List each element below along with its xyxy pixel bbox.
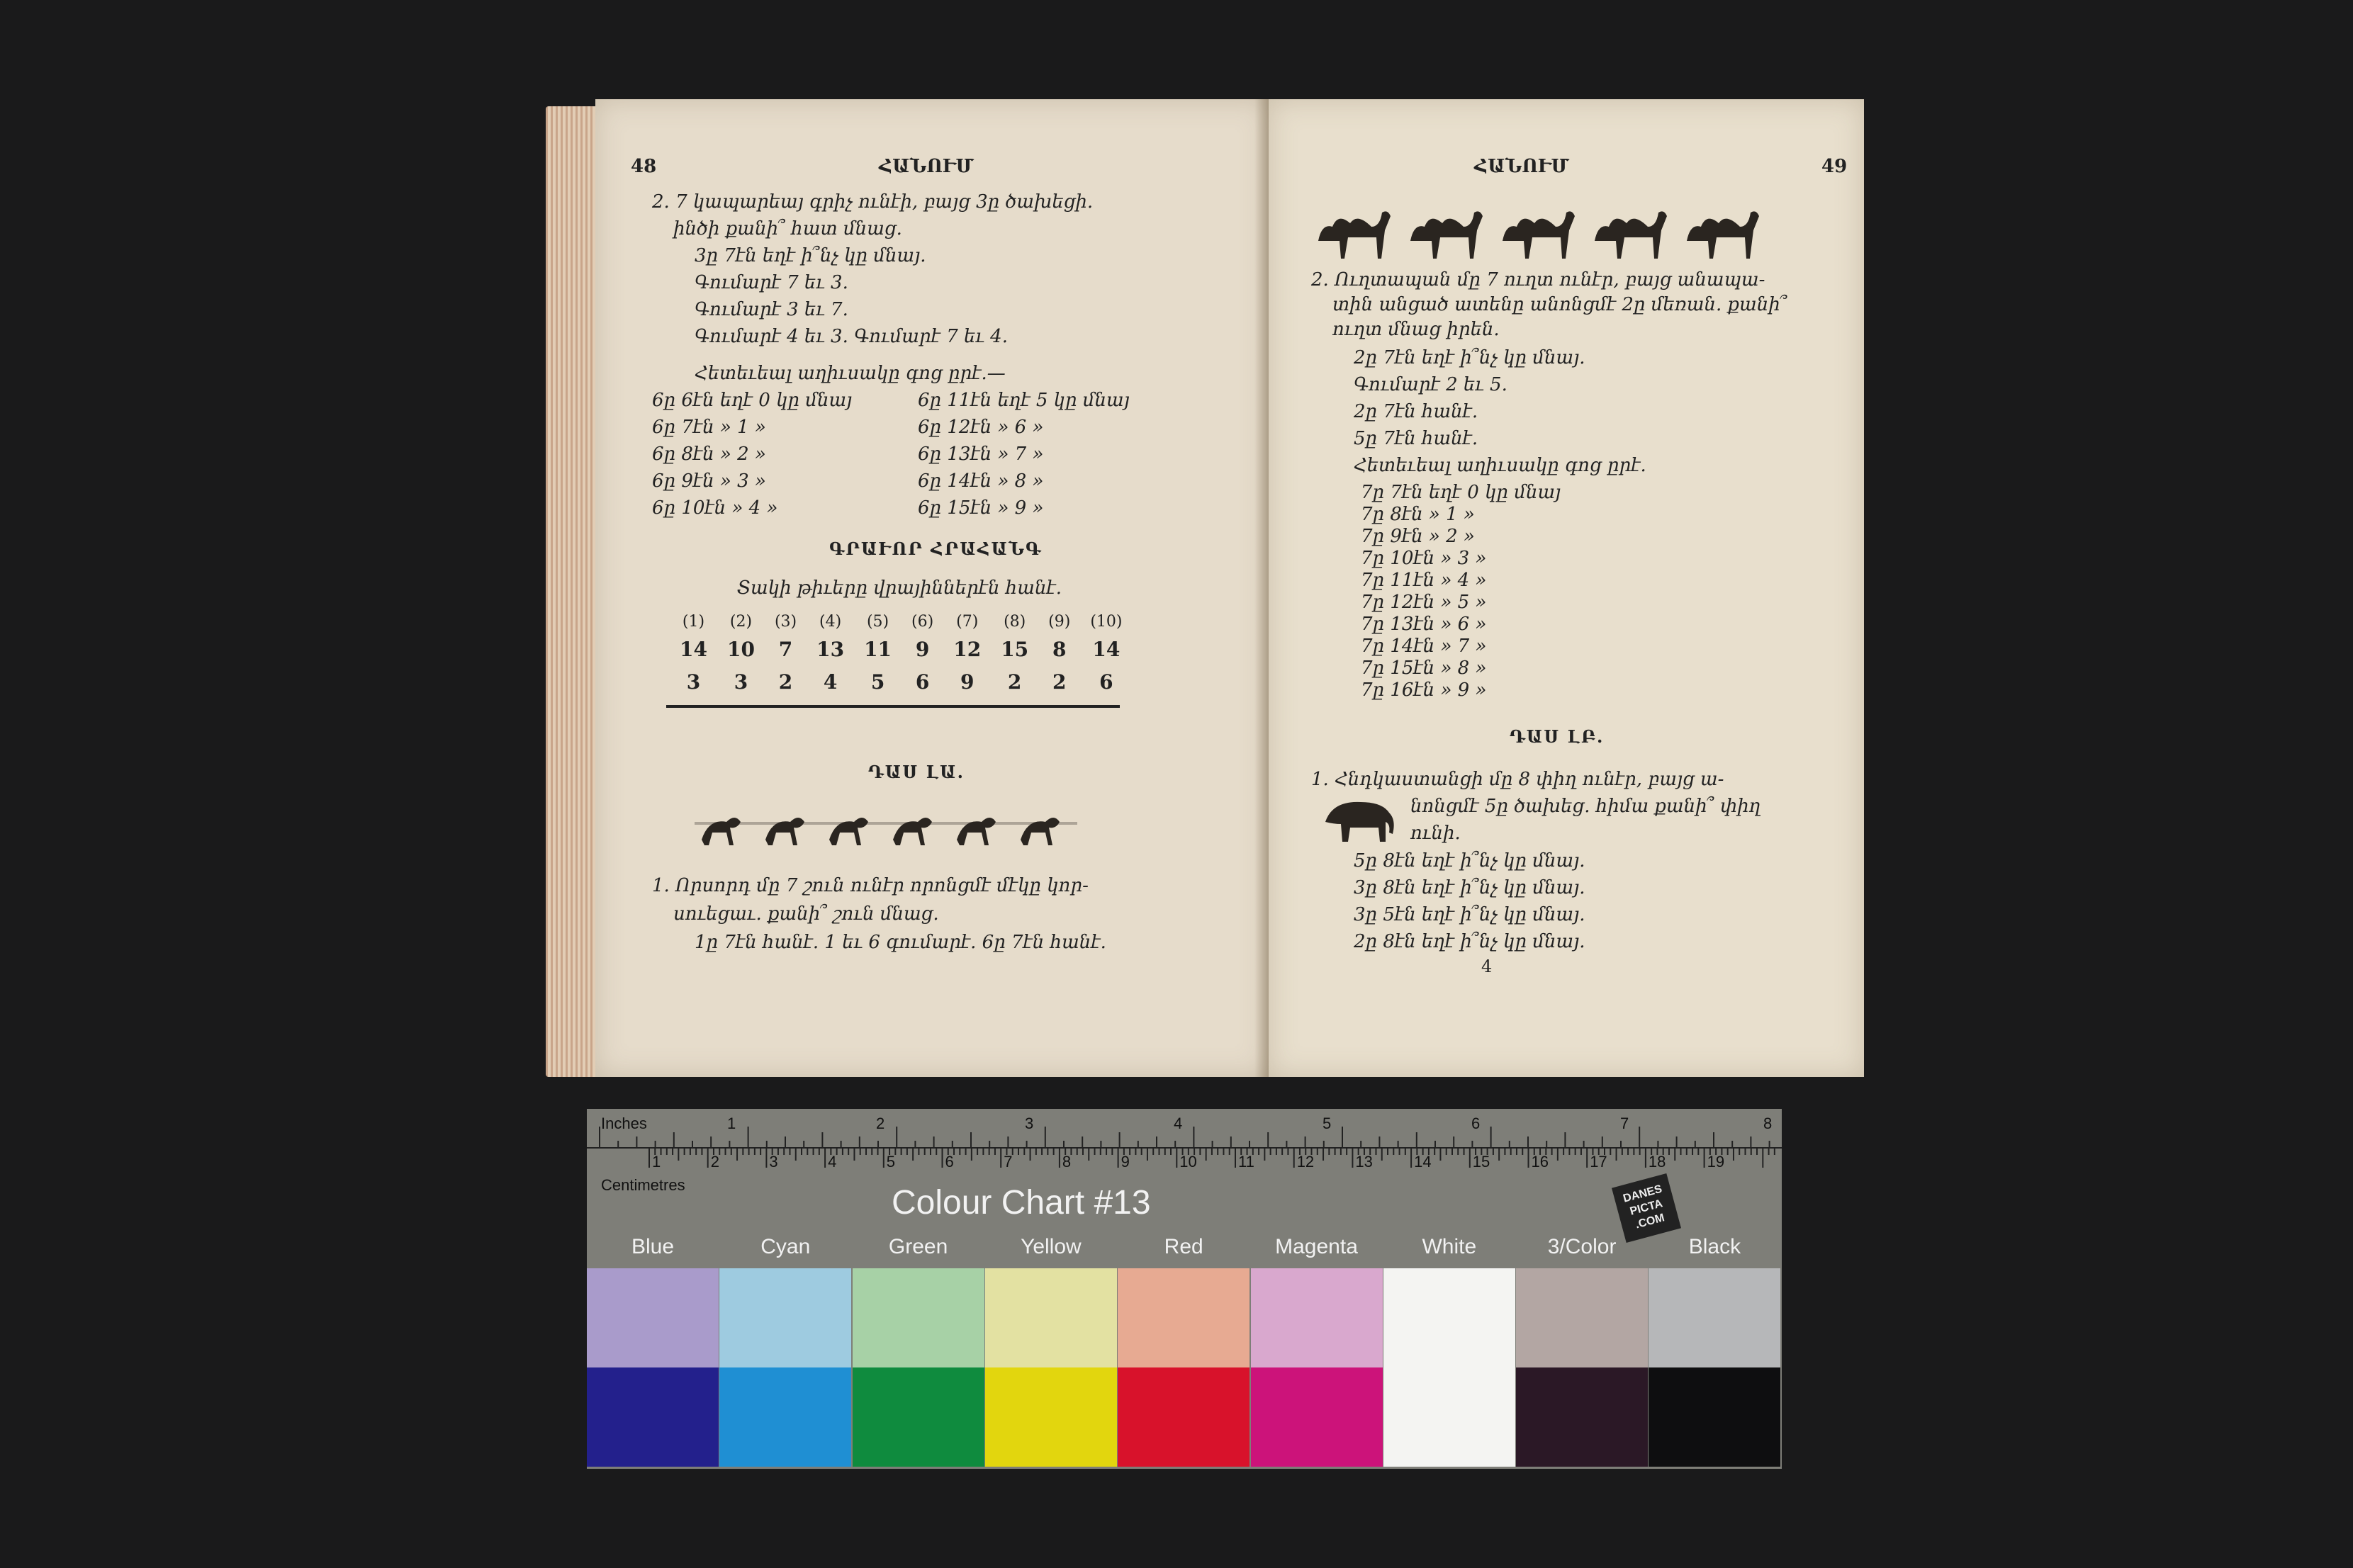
- problem-bottom: 6: [915, 670, 930, 694]
- right-table-row: 7ը 8էն » 1 »: [1361, 504, 1475, 525]
- left-table-row: 6ը 10էն » 4 »: [652, 497, 778, 519]
- problem-bottom: 2: [1007, 670, 1022, 694]
- left-problem2-line: ինծի քանի՞ հատ մնաց.: [673, 218, 902, 239]
- right-problem1-line: 1. Հնդկաստանցի մը 8 փիղ ունէր, բայց ա-: [1311, 769, 1724, 790]
- cm-tick-label: 14: [1414, 1153, 1432, 1171]
- problem-bottom: 2: [778, 670, 793, 694]
- inch-tick-label: 4: [1174, 1115, 1183, 1132]
- left-table-intro: Հետեւեալ աղիւսակը գոց ըրէ.—: [695, 363, 1006, 384]
- swatch-label: 3/Color: [1547, 1235, 1617, 1258]
- problem-index: (4): [819, 613, 842, 631]
- problem-index: (8): [1004, 613, 1026, 631]
- cm-tick-label: 3: [769, 1153, 778, 1171]
- problem-bottom: 6: [1099, 670, 1113, 694]
- swatch-dark: [985, 1367, 1117, 1467]
- left-problem2-line: 3ը 7էն եղէ ի՞նչ կը մնայ.: [695, 245, 926, 266]
- inch-tick-label: 7: [1620, 1115, 1629, 1132]
- problem-top: 7: [778, 637, 793, 661]
- problem-top: 12: [953, 637, 982, 661]
- right-problem1-line: նոնցմէ 5ը ծախեց. հիմա քանի՞ փիղ: [1410, 796, 1761, 817]
- written-heading: ԳՐԱՒՈՐ ՀՐԱՀԱՆԳ: [829, 538, 1043, 559]
- left-problem2-line: Գումարէ 7 եւ 3.: [695, 272, 848, 293]
- open-book: [546, 99, 1864, 1077]
- problem-bottom: 2: [1052, 670, 1067, 694]
- problem-index: (6): [911, 613, 934, 631]
- right-table-row: 7ը 13էն » 6 »: [1361, 614, 1487, 635]
- right-problem2-line: Հետեւեալ աղիւսակը գոց ըրէ.: [1354, 455, 1646, 476]
- swatch-label: Green: [888, 1235, 948, 1258]
- cm-tick-label: 1: [652, 1153, 661, 1171]
- problem-top: 9: [915, 637, 930, 661]
- right-table-row: 7ը 7էն եղէ 0 կը մնայ: [1361, 482, 1561, 503]
- cm-tick-label: 15: [1472, 1153, 1490, 1171]
- left-table-row: 6ը 7էն » 1 »: [652, 417, 766, 438]
- cm-tick-label: 7: [1004, 1153, 1013, 1171]
- swatch-dark: [1516, 1367, 1648, 1467]
- cm-tick-label: 12: [1296, 1153, 1315, 1171]
- left-problem1-line: 1ը 7էն հանէ. 1 եւ 6 գումարէ. 6ը 7էն հանէ.: [695, 932, 1106, 953]
- cm-tick-label: 16: [1531, 1153, 1549, 1171]
- problem-index: (2): [729, 613, 753, 631]
- problem-index: (7): [956, 613, 979, 631]
- problem-index: (5): [866, 613, 889, 631]
- ruler: [587, 1109, 1782, 1194]
- camel-illustration: [1311, 198, 1779, 262]
- right-table-row: 7ը 11էն » 4 »: [1361, 570, 1487, 591]
- right-problem1-step: 3ը 8էն եղէ ի՞նչ կը մնայ.: [1354, 877, 1585, 898]
- right-table-row: 7ը 14էն » 7 »: [1361, 636, 1487, 657]
- swatch-label: Blue: [631, 1235, 675, 1258]
- right-problem2-line: 5ը 7էն հանէ.: [1354, 428, 1478, 449]
- cm-tick-label: 6: [945, 1153, 954, 1171]
- swatch-dark: [1251, 1367, 1383, 1467]
- swatch-label: White: [1422, 1235, 1477, 1258]
- dogs-icon: [695, 801, 1077, 857]
- swatch-label: Magenta: [1275, 1235, 1358, 1258]
- cm-label: Centimetres: [601, 1176, 685, 1194]
- swatch-light: [719, 1268, 851, 1367]
- problem-bottom: 3: [686, 670, 701, 694]
- dog-illustration: [695, 801, 1077, 857]
- right-running-head: ՀԱՆՈՒՄ: [1474, 156, 1569, 177]
- problem-index: (10): [1090, 613, 1123, 631]
- page-edges: [546, 106, 602, 1077]
- left-table-row: 6ը 8էն » 2 »: [652, 444, 766, 465]
- right-table-row: 7ը 9էն » 2 »: [1361, 526, 1475, 547]
- right-table-row: 7ը 15էն » 8 »: [1361, 658, 1487, 679]
- swatch-light: [587, 1268, 719, 1367]
- cm-tick-label: 2: [710, 1153, 719, 1171]
- swatch-dark: [1383, 1367, 1515, 1467]
- problem-top: 14: [1092, 637, 1121, 661]
- swatch-light: [1118, 1268, 1249, 1367]
- written-instruction: Տակի թիւերը վրայիններէն հանէ.: [737, 577, 1062, 599]
- right-page-number: 49: [1821, 156, 1848, 177]
- inches-label: Inches: [601, 1115, 647, 1132]
- cm-tick-label: 11: [1238, 1153, 1254, 1171]
- problem-bottom: 3: [734, 670, 748, 694]
- problem-top-row: [670, 631, 1133, 667]
- cm-tick-label: 4: [828, 1153, 837, 1171]
- elephant-illustration: [1318, 794, 1403, 850]
- right-lesson-heading: ԴԱՍ ԼԲ.: [1510, 726, 1605, 747]
- cm-tick-label: 13: [1355, 1153, 1373, 1171]
- left-problem1-line: սուեցաւ. քանի՞ շուն մնաց.: [673, 903, 939, 925]
- right-problem1-step: 5ը 8էն եղէ ի՞նչ կը մնայ.: [1354, 850, 1585, 872]
- swatch-label: Cyan: [760, 1235, 811, 1258]
- problem-top: 15: [1001, 637, 1029, 661]
- cm-tick-label: 17: [1590, 1153, 1607, 1171]
- subtraction-problems: [670, 613, 1133, 696]
- signature-mark: 4: [1481, 957, 1493, 976]
- problem-bottom-row: [670, 667, 1133, 696]
- right-problem2-line: ուղտ մնաց իրեն.: [1332, 319, 1500, 340]
- swatch-light: [853, 1268, 984, 1367]
- right-problem2-line: 2ը 7էն հանէ.: [1354, 401, 1478, 422]
- problem-index: (9): [1048, 613, 1071, 631]
- left-problem2-line: Գումարէ 3 եւ 7.: [695, 299, 848, 320]
- inch-tick-label: 6: [1471, 1115, 1481, 1132]
- left-table-row: 6ը 13էն » 7 »: [918, 444, 1044, 465]
- problem-index: (1): [682, 613, 705, 631]
- inch-tick-label: 3: [1025, 1115, 1034, 1132]
- right-table-row: 7ը 10էն » 3 »: [1361, 548, 1487, 569]
- left-problem2-line: Գումարէ 4 եւ 3. Գումարէ 7 եւ 4.: [695, 326, 1008, 347]
- swatch-label: Black: [1688, 1235, 1741, 1258]
- cm-tick-label: 19: [1707, 1153, 1725, 1171]
- swatch-light: [985, 1268, 1117, 1367]
- left-problem2-line: 2. 7 կապարեայ գրիչ ունէի, բայց 3ը ծախեցի.: [652, 191, 1094, 213]
- left-table-row: 6ը 14էն » 8 »: [918, 470, 1044, 492]
- problem-bottom: 5: [870, 670, 885, 694]
- swatch-light: [1383, 1268, 1515, 1367]
- left-page: [595, 99, 1269, 1077]
- left-table-row: 6ը 9էն » 3 »: [652, 470, 766, 492]
- left-page-number: 48: [631, 156, 657, 177]
- inch-tick-label: 8: [1763, 1115, 1773, 1132]
- cm-tick-label: 5: [886, 1153, 896, 1171]
- problem-top: 11: [864, 637, 892, 661]
- right-problem2-line: տին անցած ատենը անոնցմէ 2ը մեռան. քանի՞: [1332, 294, 1787, 315]
- right-table-row: 7ը 16էն » 9 »: [1361, 679, 1487, 701]
- problem-bottom: 9: [960, 670, 975, 694]
- problem-top: 8: [1052, 637, 1067, 661]
- left-table-row: 6ը 15էն » 9 »: [918, 497, 1044, 519]
- cm-tick-label: 18: [1648, 1153, 1666, 1171]
- left-lesson-heading: ԴԱՍ ԼԱ.: [868, 762, 965, 782]
- right-page: [1269, 99, 1864, 1077]
- sum-rule: [666, 705, 1120, 708]
- camels-icon: [1311, 198, 1779, 262]
- cm-tick-label: 8: [1062, 1153, 1072, 1171]
- left-table-row: 6ը 12էն » 6 »: [918, 417, 1044, 438]
- swatch-label: Yellow: [1021, 1235, 1082, 1258]
- right-table-row: 7ը 12էն » 5 »: [1361, 592, 1487, 613]
- problem-bottom: 4: [823, 670, 838, 694]
- inch-tick-label: 2: [876, 1115, 885, 1132]
- danes-picta-logo: DANES PICTA .COM: [1612, 1173, 1681, 1243]
- left-table-row: 6ը 6էն եղէ 0 կը մնայ: [652, 390, 853, 411]
- left-problem1-line: 1. Որսորդ մը 7 շուն ունէր որոնցմէ մէկը կոր-: [652, 875, 1089, 896]
- left-table-row: 6ը 11էն եղէ 5 կը մնայ: [918, 390, 1130, 411]
- inch-tick-label: 1: [727, 1115, 736, 1132]
- swatch-dark: [1118, 1367, 1249, 1467]
- ruler-ticks: [587, 1109, 1782, 1187]
- problem-index: (3): [774, 613, 797, 631]
- cm-tick-label: 9: [1121, 1153, 1130, 1171]
- swatch-light: [1516, 1268, 1648, 1367]
- right-problem1-line: ունի.: [1410, 823, 1461, 844]
- elephant-icon: [1318, 794, 1403, 850]
- swatch-dark: [719, 1367, 851, 1467]
- problem-top: 13: [816, 637, 845, 661]
- chart-title: Colour Chart #13: [892, 1184, 1151, 1222]
- colour-chart: [587, 1109, 1782, 1469]
- swatch-label: Red: [1164, 1235, 1203, 1258]
- problem-index-row: [670, 613, 1133, 631]
- swatch-dark: [587, 1367, 719, 1467]
- swatch-light: [1251, 1268, 1383, 1367]
- right-problem1-step: 2ը 8էն եղէ ի՞նչ կը մնայ.: [1354, 931, 1585, 952]
- swatch-light: [1649, 1268, 1780, 1367]
- right-problem2-line: 2ը 7էն եղէ ի՞նչ կը մնայ.: [1354, 347, 1585, 368]
- problem-top: 14: [680, 637, 707, 661]
- cm-tick-label: 10: [1179, 1153, 1197, 1171]
- inch-tick-label: 5: [1322, 1115, 1332, 1132]
- right-problem2-line: 2. Ուղտապան մը 7 ուղտ ունէր, բայց անապա-: [1311, 269, 1765, 291]
- problem-top: 10: [726, 637, 755, 661]
- right-problem2-line: Գումարէ 2 եւ 5.: [1354, 374, 1507, 395]
- swatch-dark: [853, 1367, 984, 1467]
- swatch-dark: [1649, 1367, 1780, 1467]
- right-problem1-step: 3ը 5էն եղէ ի՞նչ կը մնայ.: [1354, 904, 1585, 925]
- left-running-head: ՀԱՆՈՒՄ: [879, 156, 974, 177]
